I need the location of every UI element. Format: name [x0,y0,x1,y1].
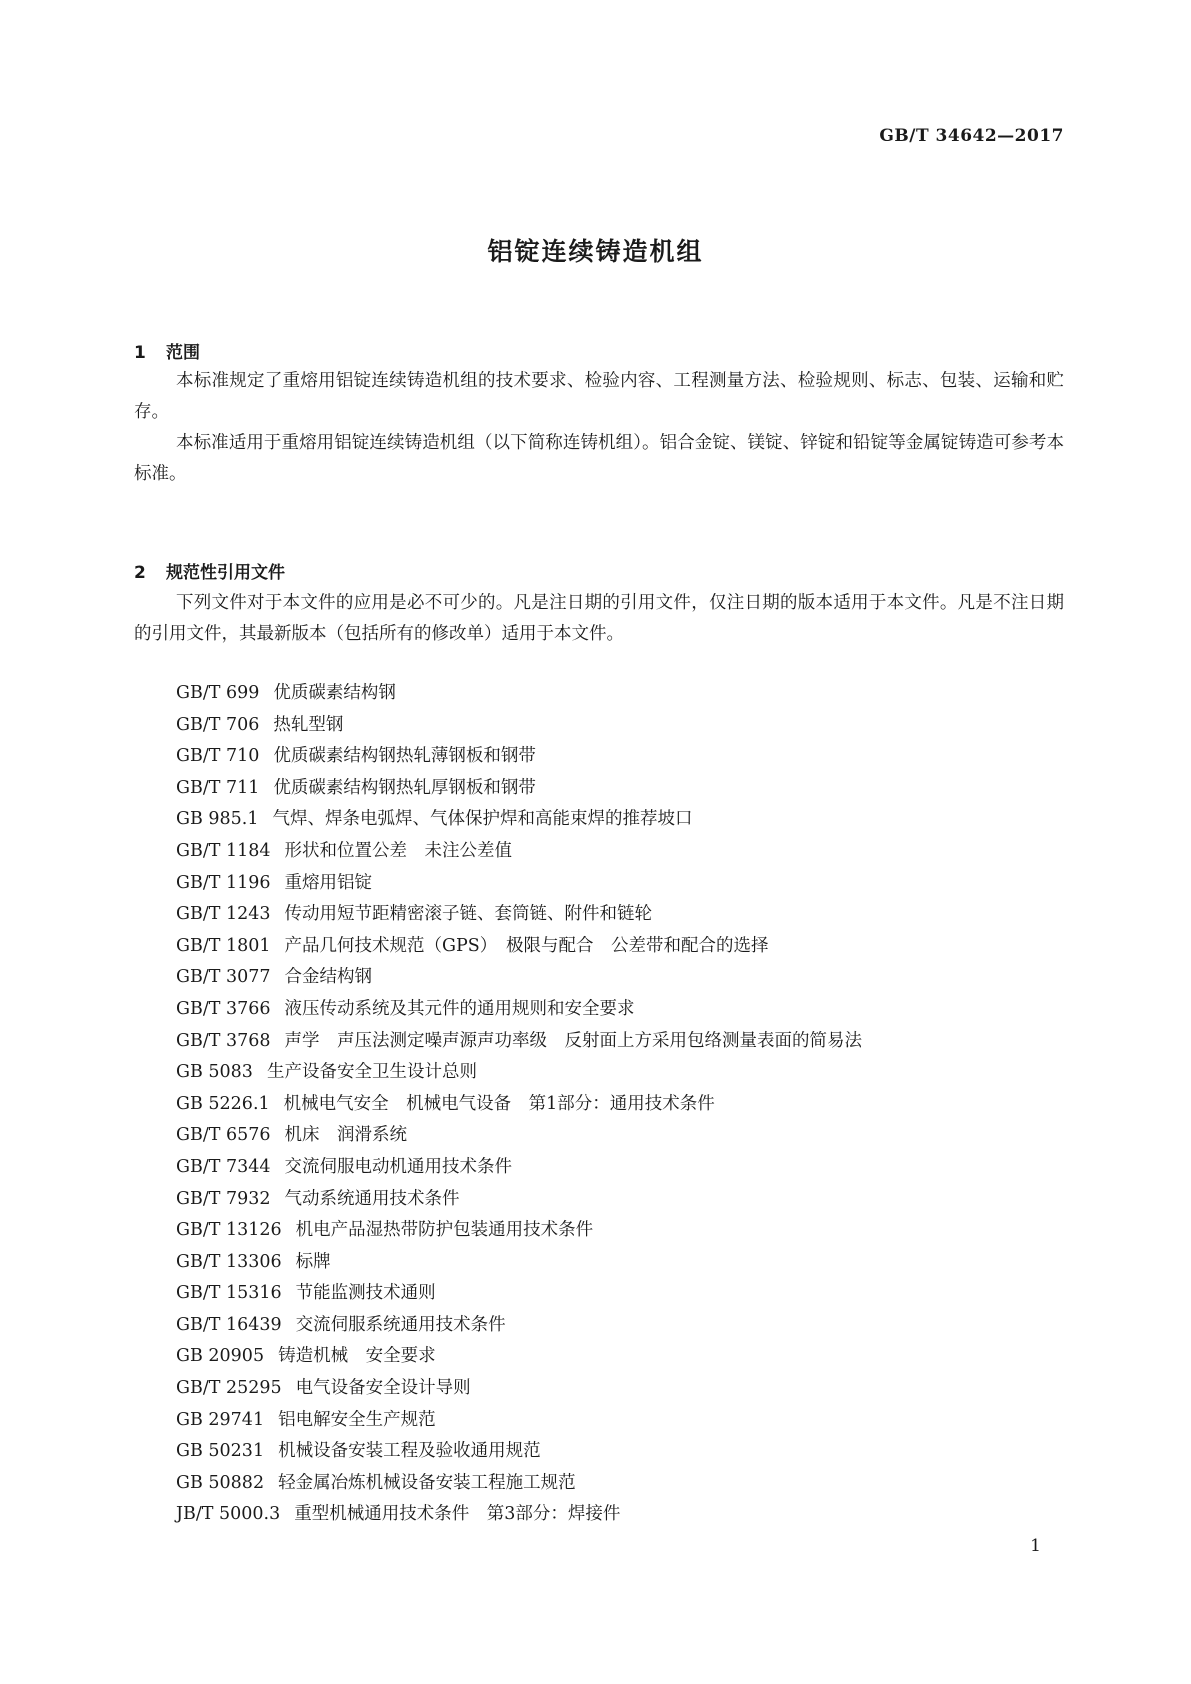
reference-item [176,1468,862,1500]
reference-title: 优质碳素结构钢 [273,683,396,703]
reference-code: GB 5083 [176,1062,253,1083]
reference-item [176,1341,862,1373]
reference-item [176,1026,862,1058]
reference-title: 气焊、焊条电弧焊、气体保护焊和高能束焊的推荐坡口 [272,809,693,830]
reference-item [176,1215,862,1247]
reference-title: 铸造机械 安全要求 [278,1346,436,1367]
reference-code: GB/T 7344 [176,1156,271,1177]
reference-code: GB/T 13306 [176,1251,282,1272]
reference-item [176,1405,862,1437]
section-title: 范围 [166,343,200,363]
reference-code: GB/T 699 [176,683,260,703]
reference-item [176,678,862,710]
reference-item [176,1120,862,1152]
reference-title: 气动系统通用技术条件 [284,1188,460,1209]
reference-code: GB/T 3077 [176,967,271,988]
reference-title: 机床 润滑系统 [284,1125,408,1146]
reference-title: 重型机械通用技术条件 第3部分：焊接件 [294,1504,621,1525]
reference-title: 机电产品湿热带防护包装通用技术条件 [295,1220,594,1241]
reference-code: GB 50882 [176,1472,265,1493]
reference-title: 轻金属冶炼机械设备安装工程施工规范 [278,1472,576,1493]
reference-code: GB/T 6576 [176,1125,271,1146]
reference-item [176,804,862,836]
reference-code: GB/T 3768 [176,1030,271,1051]
reference-title: 交流伺服系统通用技术条件 [295,1314,506,1335]
reference-code: GB/T 1801 [176,935,271,956]
reference-item [176,1499,862,1531]
reference-item [176,836,862,868]
reference-title: 热轧型钢 [273,714,344,735]
reference-title: 形状和位置公差 未注公差值 [284,840,513,861]
reference-title: 标牌 [295,1251,331,1272]
reference-code: GB/T 15316 [176,1283,282,1304]
reference-title: 机械电气安全 机械电气设备 第1部分：通用技术条件 [283,1093,715,1114]
reference-code: GB/T 25295 [176,1378,282,1399]
reference-code: GB 5226.1 [176,1093,270,1114]
section-title: 规范性引用文件 [166,563,285,583]
reference-item [176,1057,862,1089]
reference-item [176,741,862,773]
reference-title: 声学 声压法测定噪声源声功率级 反射面上方采用包络测量表面的简易法 [284,1030,863,1051]
reference-code: GB 29741 [176,1409,265,1430]
reference-code: GB/T 16439 [176,1314,282,1335]
reference-title: 优质碳素结构钢热轧薄钢板和钢带 [273,746,536,767]
normative-references-list [176,678,862,1531]
reference-item [176,1278,862,1310]
reference-code: GB/T 13126 [176,1220,282,1241]
section-1-paragraph-2: 本标准适用于重熔用铝锭连续铸造机组（以下简称连铸机组）。铝合金锭、镁锭、锌锭和铅锭等金属锭铸造可参考本标准。 [134,433,1064,484]
reference-item [176,710,862,742]
reference-title: 交流伺服电动机通用技术条件 [284,1156,513,1177]
reference-item [176,868,862,900]
reference-title: 节能监测技术通则 [295,1283,436,1304]
reference-title: 传动用短节距精密滚子链、套筒链、附件和链轮 [284,904,653,925]
section-2-paragraph-1: 下列文件对于本文件的应用是必不可少的。凡是注日期的引用文件，仅注日期的版本适用于本文件。凡是不注日期的引用文件，其最新版本（包括所有的修改单）适用于本文件。 [134,593,1064,644]
reference-item [176,1247,862,1279]
reference-title: 液压传动系统及其元件的通用规则和安全要求 [284,998,635,1019]
reference-title: 铝电解安全生产规范 [278,1409,436,1430]
section-2-heading [134,558,285,583]
reference-title: 电气设备安全设计导则 [295,1378,471,1399]
reference-code: GB 50231 [176,1441,265,1462]
reference-item [176,1310,862,1342]
section-1-paragraph-1: 本标准规定了重熔用铝锭连续铸造机组的技术要求、检验内容、工程测量方法、检验规则、标志、包装、运输和贮存。 [134,371,1064,422]
reference-code: JB/T 5000.3 [176,1504,281,1525]
reference-item [176,1152,862,1184]
reference-code: GB/T 1184 [176,840,271,861]
reference-item [176,994,862,1026]
reference-item [176,1373,862,1405]
reference-item [176,962,862,994]
reference-item [176,1089,862,1121]
section-number: 1 [134,343,146,363]
reference-item [176,1436,862,1468]
document-title: 铝锭连续铸造机组 [487,237,704,266]
reference-code: GB 20905 [176,1346,265,1367]
reference-title: 机械设备安装工程及验收通用规范 [278,1441,541,1462]
reference-item [176,931,862,963]
reference-code: GB/T 1196 [176,872,271,893]
reference-title: 重熔用铝锭 [284,872,373,893]
reference-code: GB/T 706 [176,714,260,735]
reference-title: 合金结构钢 [284,967,373,988]
reference-title: 优质碳素结构钢热轧厚钢板和钢带 [273,777,536,798]
page-number: 1 [1030,1536,1041,1556]
reference-code: GB/T 7932 [176,1188,271,1209]
section-number: 2 [134,563,146,583]
reference-item [176,773,862,805]
reference-item [176,1184,862,1216]
reference-title: 生产设备安全卫生设计总则 [266,1062,477,1083]
reference-code: GB/T 3766 [176,998,271,1019]
reference-item [176,899,862,931]
standard-number: GB/T 34642—2017 [879,126,1064,146]
reference-title: 产品几何技术规范（GPS） 极限与配合 公差带和配合的选择 [284,935,769,956]
reference-code: GB/T 710 [176,746,260,767]
reference-code: GB/T 711 [176,777,260,798]
reference-code: GB/T 1243 [176,904,271,925]
reference-code: GB 985.1 [176,809,259,830]
section-1-heading [134,338,200,363]
